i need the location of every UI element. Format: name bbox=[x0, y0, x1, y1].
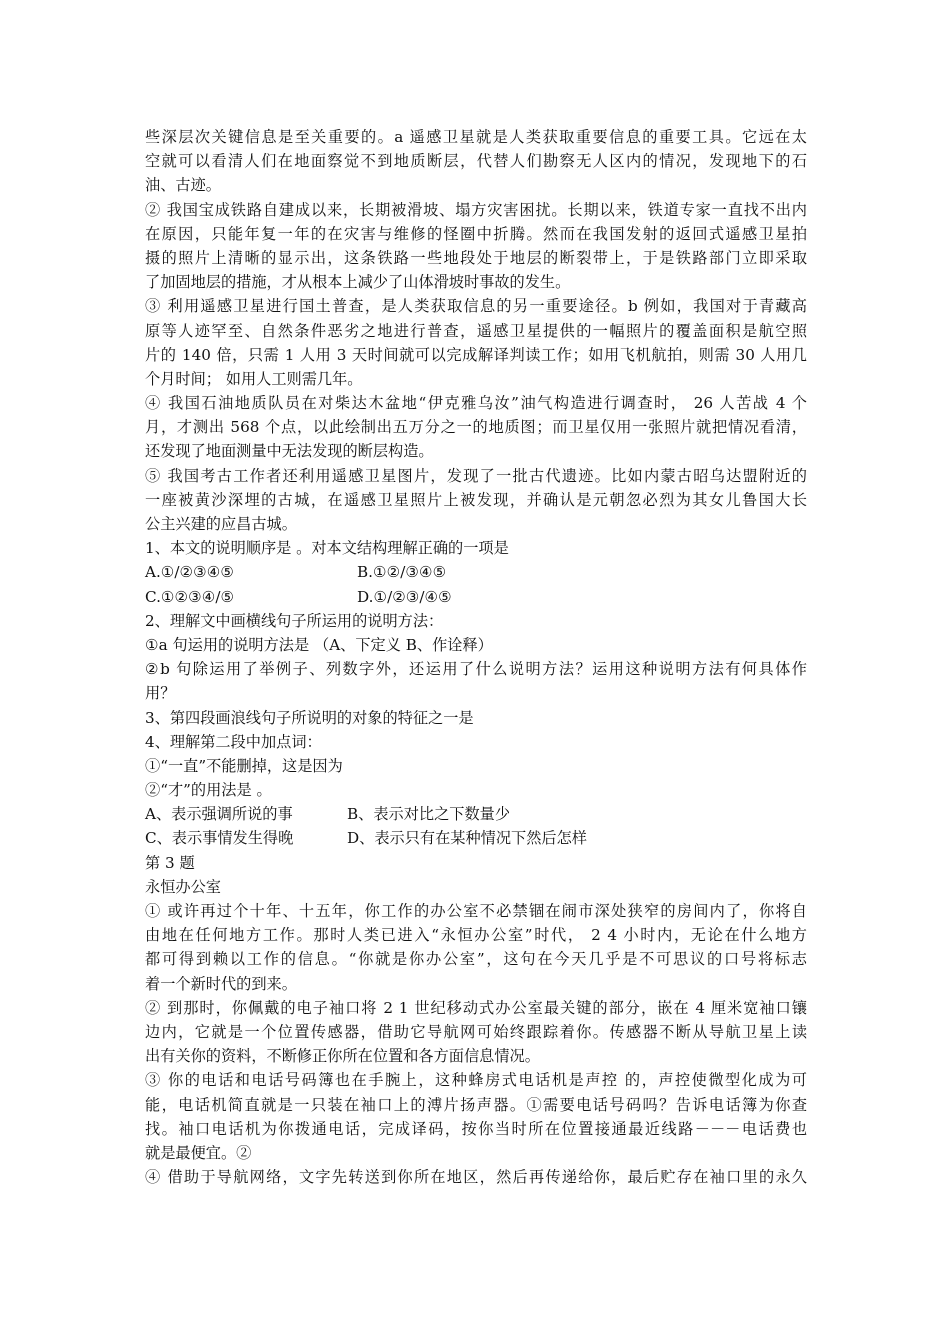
passage1-p1-line: 油、古迹。 bbox=[145, 176, 221, 195]
passage-title: 永恒办公室 bbox=[145, 877, 221, 896]
question-1: 1、本文的说明顺序是 。对本文结构理解正确的一项是 bbox=[145, 539, 509, 558]
question-1-options-row bbox=[145, 560, 807, 584]
question-4-part-1: ①“一直”不能删掉，这是因为 bbox=[145, 756, 343, 775]
question-4-options-row bbox=[145, 802, 807, 826]
passage2-p3-line: ③ 你的电话和电话号码簿也在手腕上，这种蜂房式电话机是声控 的，声控使微型化成为可 bbox=[145, 1071, 807, 1090]
passage2-p2-line: 边内，它就是一个位置传感器，借助它导航网可始终跟踪着你。传感器不断从导航卫星上读 bbox=[145, 1022, 807, 1041]
passage2-p1-line: 都可得到赖以工作的信息。“你就是你办公室”，这句在今天几乎是不可思议的口号将标志 bbox=[145, 950, 807, 969]
question-1-option-d: D.①/②③/④⑤ bbox=[357, 587, 452, 606]
passage1-p2-line: ② 我国宝成铁路自建成以来，长期被滑坡、塌方灾害困扰。长期以来，铁道专家一直找不出内 bbox=[145, 200, 807, 219]
question-1-options-row bbox=[145, 585, 807, 609]
passage1-p3-line: 原等人迹罕至、自然条件恶劣之地进行普查，遥感卫星提供的一幅照片的覆盖面积是航空照 bbox=[145, 321, 807, 340]
passage1-p4-line: 还发现了地面测量中无法发现的断层构造。 bbox=[145, 442, 434, 461]
passage2-p1-line: ① 或许再过个十年、十五年，你工作的办公室不必禁锢在闹市深处狭窄的房间内了，你将自 bbox=[145, 902, 807, 920]
question-4-part-2: ②“才”的用法是 。 bbox=[145, 781, 272, 800]
question-4-option-a: A、表示强调所说的事 bbox=[145, 805, 293, 824]
passage1-p1-line: 些深层次关键信息是至关重要的。a 遥感卫星就是人类获取重要信息的重要工具。它远在太 bbox=[145, 128, 807, 146]
question-2-part-b-line: ②b 句除运用了举例子、列数字外，还运用了什么说明方法？运用这种说明方法有何具体作 bbox=[145, 660, 807, 679]
passage2-p3-line: 就是最便宜。② bbox=[145, 1143, 252, 1162]
passage2-p1-line: 着一个新时代的到来。 bbox=[145, 974, 297, 993]
passage2-p3-line: 能，电话机简直就是一只装在袖口上的溥片扬声器。①需要电话号码吗？告诉电话簿为你查 bbox=[145, 1095, 807, 1114]
passage1-p5-line: 一座被黄沙深埋的古城，在遥感卫星照片上被发现，并确认是元朝忽必烈为其女儿鲁国大长 bbox=[145, 490, 807, 509]
question-2-part-a: ①a 句运用的说明方法是 （A、下定义 B、作诠释） bbox=[145, 635, 493, 654]
passage1-p4-line: ④ 我国石油地质队员在对柴达木盆地“伊克雅乌汝”油气构造进行调查时， 26 人苦战 4 个 bbox=[145, 394, 807, 413]
passage1-p1-line: 空就可以看清人们在地面察觉不到地质断层，代替人们勘察无人区内的情况，发现地下的石 bbox=[145, 152, 807, 171]
question-1-option-b: B.①②/③④⑤ bbox=[357, 563, 447, 582]
passage1-p3-line: ③ 利用遥感卫星进行国土普查，是人类获取信息的另一重要途径。b 例如，我国对于青藏高 bbox=[145, 297, 807, 316]
passage2-p3-line: 找。袖口电话机为你拨通电话，完成译码，按你当时所在位置接通最近线路－－－电话费也 bbox=[145, 1119, 807, 1138]
passage1-p5-line: 公主兴建的应昌古城。 bbox=[145, 515, 297, 533]
question-2: 2、理解文中画横线句子所运用的说明方法： bbox=[145, 611, 444, 630]
question-1-option-a: A.①/②③④⑤ bbox=[145, 563, 234, 582]
question-4: 4、理解第二段中加点词： bbox=[145, 732, 322, 751]
question-4-option-b: B、表示对比之下数量少 bbox=[347, 805, 511, 824]
passage2-p2-line: 出有关你的资料，不断修正你所在位置和各方面信息情况。 bbox=[145, 1047, 540, 1066]
passage1-p2-line: 摄的照片上清晰的显示出，这条铁路一些地段处于地层的断裂带上，于是铁路部门立即采取 bbox=[145, 248, 807, 267]
passage1-p3-line: 片的 140 倍，只需 1 人用 3 天时间就可以完成解译判读工作；如用飞机航拍，则需 30 人用几 bbox=[145, 345, 807, 364]
question-4-option-d: D、表示只有在某种情况下然后怎样 bbox=[347, 829, 587, 848]
passage2-p1-line: 由地在任何地方工作。那时人类已进入“永恒办公室”时代， 2 4 小时内，无论在什么地方 bbox=[145, 926, 807, 945]
section-heading: 第 3 题 bbox=[145, 853, 195, 872]
question-1-option-c: C.①②③④/⑤ bbox=[145, 587, 235, 606]
document-page bbox=[145, 125, 807, 1189]
passage1-p2-line: 了加固地层的措施，才从根本上减少了山体滑坡时事故的发生。 bbox=[145, 273, 571, 292]
passage1-p3-line: 个月时间； 如用人工则需几年。 bbox=[145, 369, 363, 388]
question-4-options-row bbox=[145, 826, 807, 850]
passage1-p2-line: 在原因，只能年复一年的在灾害与维修的怪圈中折腾。然而在我国发射的返回式遥感卫星拍 bbox=[145, 224, 807, 243]
passage1-p4-line: 月，才测出 568 个点，以此绘制出五万分之一的地质图；而卫星仅用一张照片就把情况看清， bbox=[145, 418, 807, 437]
question-4-option-c: C、表示事情发生得晚 bbox=[145, 829, 294, 848]
passage2-p2-line: ② 到那时，你佩戴的电子袖口将 2 1 世纪移动式办公室最关键的部分，嵌在 4 厘米宽袖口镶 bbox=[145, 998, 807, 1017]
passage1-p5-line: ⑤ 我国考古工作者还利用遥感卫星图片，发现了一批古代遗迹。比如内蒙古昭乌达盟附近的 bbox=[145, 466, 807, 485]
passage2-p4-line: ④ 借助于导航网络，文字先转送到你所在地区，然后再传递给你，最后贮存在袖口里的永久 bbox=[145, 1168, 807, 1187]
question-3: 3、第四段画浪线句子所说明的对象的特征之一是 bbox=[145, 708, 474, 727]
question-2-part-b-line: 用？ bbox=[145, 684, 176, 703]
